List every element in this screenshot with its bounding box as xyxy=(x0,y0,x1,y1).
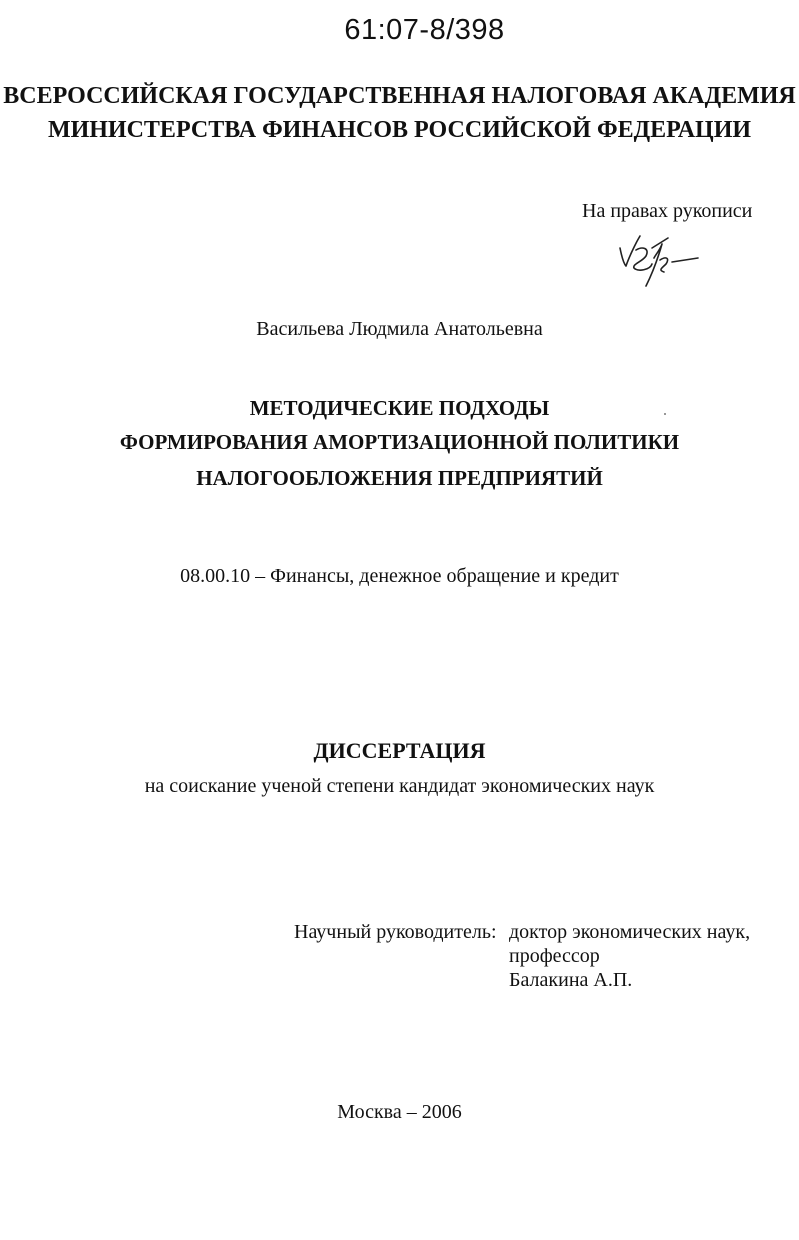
dissertation-title-line-2: ФОРМИРОВАНИЯ АМОРТИЗАЦИОННОЙ ПОЛИТИКИ xyxy=(119,430,680,454)
specialty-code: 08.00.10 – Финансы, денежное обращение и кредит xyxy=(180,565,619,587)
author-name: Васильева Людмила Анатольевна xyxy=(256,318,543,340)
dissertation-title-line-3: НАЛОГООБЛОЖЕНИЯ ПРЕДПРИЯТИЙ xyxy=(196,466,603,490)
supervisor-title: профессор xyxy=(509,945,600,967)
place-and-year: Москва – 2006 xyxy=(337,1101,462,1123)
document-type: ДИССЕРТАЦИЯ xyxy=(313,738,486,763)
handwritten-signature xyxy=(612,228,704,294)
degree-sought: на соискание ученой степени кандидат экономических наук xyxy=(144,775,655,797)
institution-line-1: ВСЕРОССИЙСКАЯ ГОСУДАРСТВЕННАЯ НАЛОГОВАЯ АКАДЕМИЯ xyxy=(3,83,796,109)
manuscript-note: На правах рукописи xyxy=(582,200,753,222)
supervisor-name: Балакина А.П. xyxy=(509,969,633,991)
institution-line-2: МИНИСТЕРСТВА ФИНАНСОВ РОССИЙСКОЙ ФЕДЕРАЦИИ xyxy=(47,117,752,143)
archive-code: 61:07-8/398 xyxy=(344,14,505,46)
supervisor-label: Научный руководитель: xyxy=(294,921,497,943)
dissertation-title-line-1: МЕТОДИЧЕСКИЕ ПОДХОДЫ xyxy=(249,396,550,420)
supervisor-degree: доктор экономических наук, xyxy=(509,921,751,943)
